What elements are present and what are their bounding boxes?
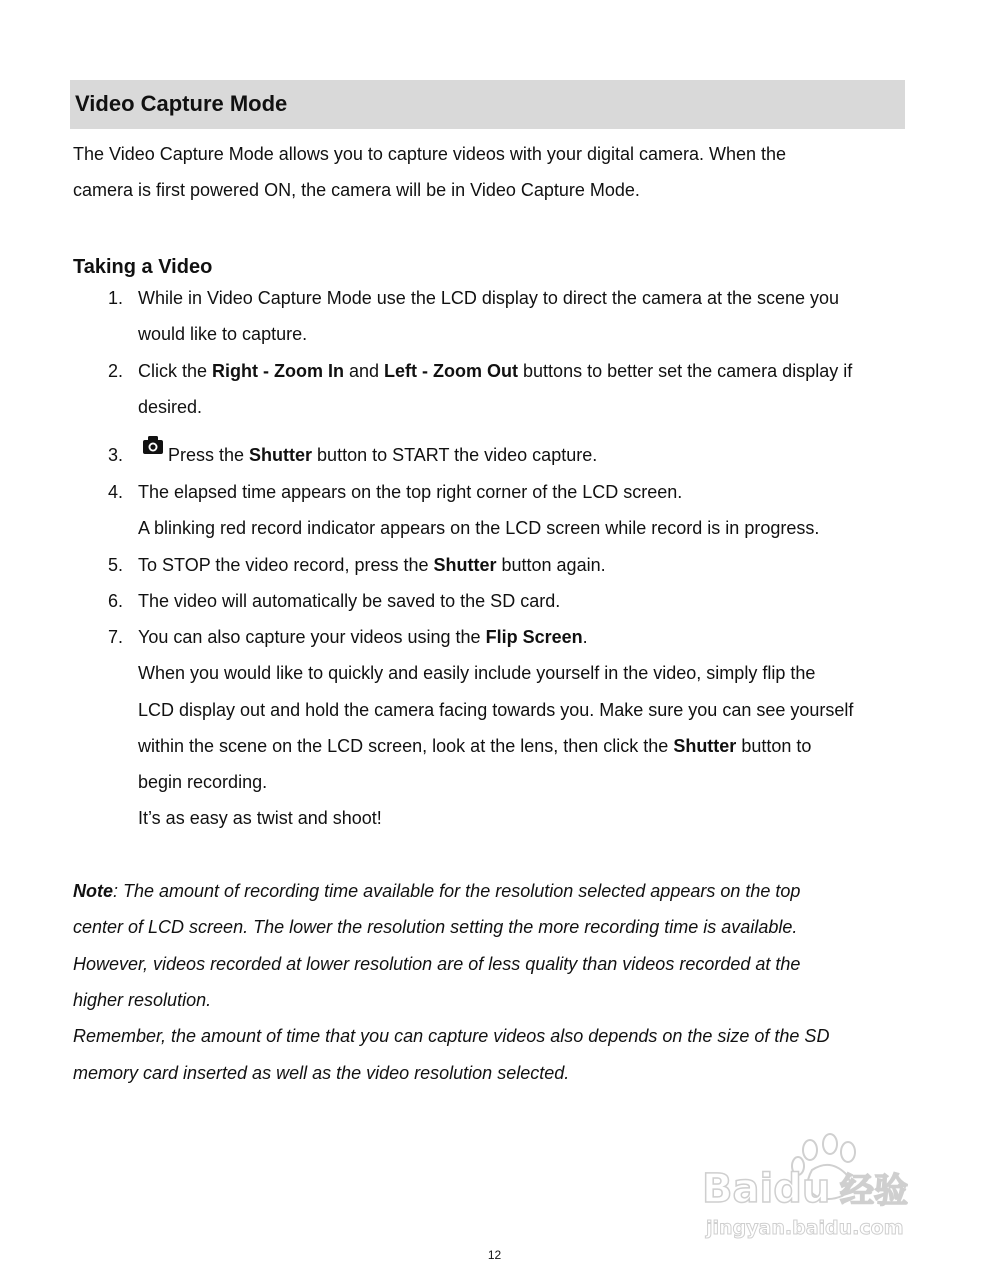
note-label: Note [73, 881, 113, 901]
svg-text:jingyan.baidu.com: jingyan.baidu.com [706, 1217, 904, 1239]
subheading-taking-a-video: Taking a Video [73, 256, 213, 278]
bold-term: Left - Zoom Out [384, 361, 519, 381]
step-number: 7. [108, 627, 124, 647]
note-line: higher resolution. [73, 990, 212, 1010]
step-number: 4. [108, 482, 124, 502]
note-line: memory card inserted as well as the video resolution selected. [73, 1063, 570, 1083]
svg-text:Baidu: Baidu [702, 1166, 831, 1212]
step-text: It’s as easy as twist and shoot! [138, 808, 382, 828]
step-text: within the scene on the LCD screen, look at the lens, then click the Shutter button to [138, 736, 812, 756]
step-text: You can also capture your videos using the Flip Screen. [138, 627, 588, 647]
intro-paragraph [73, 136, 913, 208]
step-text: Press the Shutter button to START the video capture. [168, 445, 598, 465]
step-text: To STOP the video record, press the Shutter button again. [138, 555, 606, 575]
step-text: Click the Right - Zoom In and Left - Zoom Out buttons to better set the camera display if [138, 361, 853, 381]
step-text: begin recording. [138, 772, 268, 792]
step-number: 3. [108, 445, 124, 465]
note-line: center of LCD screen. The lower the resolution setting the more recording time is available. [73, 917, 798, 937]
step-number: 1. [108, 288, 124, 308]
step-text: desired. [138, 397, 203, 417]
camera-icon [143, 436, 163, 454]
note-line: Remember, the amount of time that you can capture videos also depends on the size of the SD [73, 1026, 830, 1046]
step-text: The video will automatically be saved to the SD card. [138, 591, 561, 611]
intro-line: The Video Capture Mode allows you to capture videos with your digital camera. When the [73, 144, 787, 164]
section-title: Video Capture Mode [75, 91, 288, 116]
step-text: While in Video Capture Mode use the LCD display to direct the camera at the scene you [138, 288, 840, 308]
step-text: When you would like to quickly and easily include yourself in the video, simply flip the [138, 663, 816, 683]
baidu-watermark-logo [700, 1130, 935, 1245]
section-header [70, 80, 905, 129]
step-number: 5. [108, 555, 124, 575]
svg-text:经验: 经验 [840, 1171, 908, 1211]
step-number: 6. [108, 591, 124, 611]
step-text: The elapsed time appears on the top right corner of the LCD screen. [138, 482, 683, 502]
step-text: LCD display out and hold the camera facing towards you. Make sure you can see yourself [138, 700, 854, 720]
bold-term: Flip Screen [485, 627, 583, 647]
bold-term: Shutter [673, 736, 737, 756]
note-line: However, videos recorded at lower resolution are of less quality than videos recorded at the [73, 954, 801, 974]
note-line: Note: The amount of recording time available for the resolution selected appears on the top [73, 881, 801, 901]
bold-term: Right - Zoom In [212, 361, 344, 381]
step-text: A blinking red record indicator appears on the LCD screen while record is in progress. [138, 518, 820, 538]
bold-term: Shutter [249, 445, 313, 465]
bold-term: Shutter [433, 555, 497, 575]
intro-line: camera is first powered ON, the camera will be in Video Capture Mode. [73, 180, 640, 200]
step-text: would like to capture. [138, 324, 308, 344]
step-number: 2. [108, 361, 124, 381]
page-number: 12 [487, 1248, 502, 1262]
